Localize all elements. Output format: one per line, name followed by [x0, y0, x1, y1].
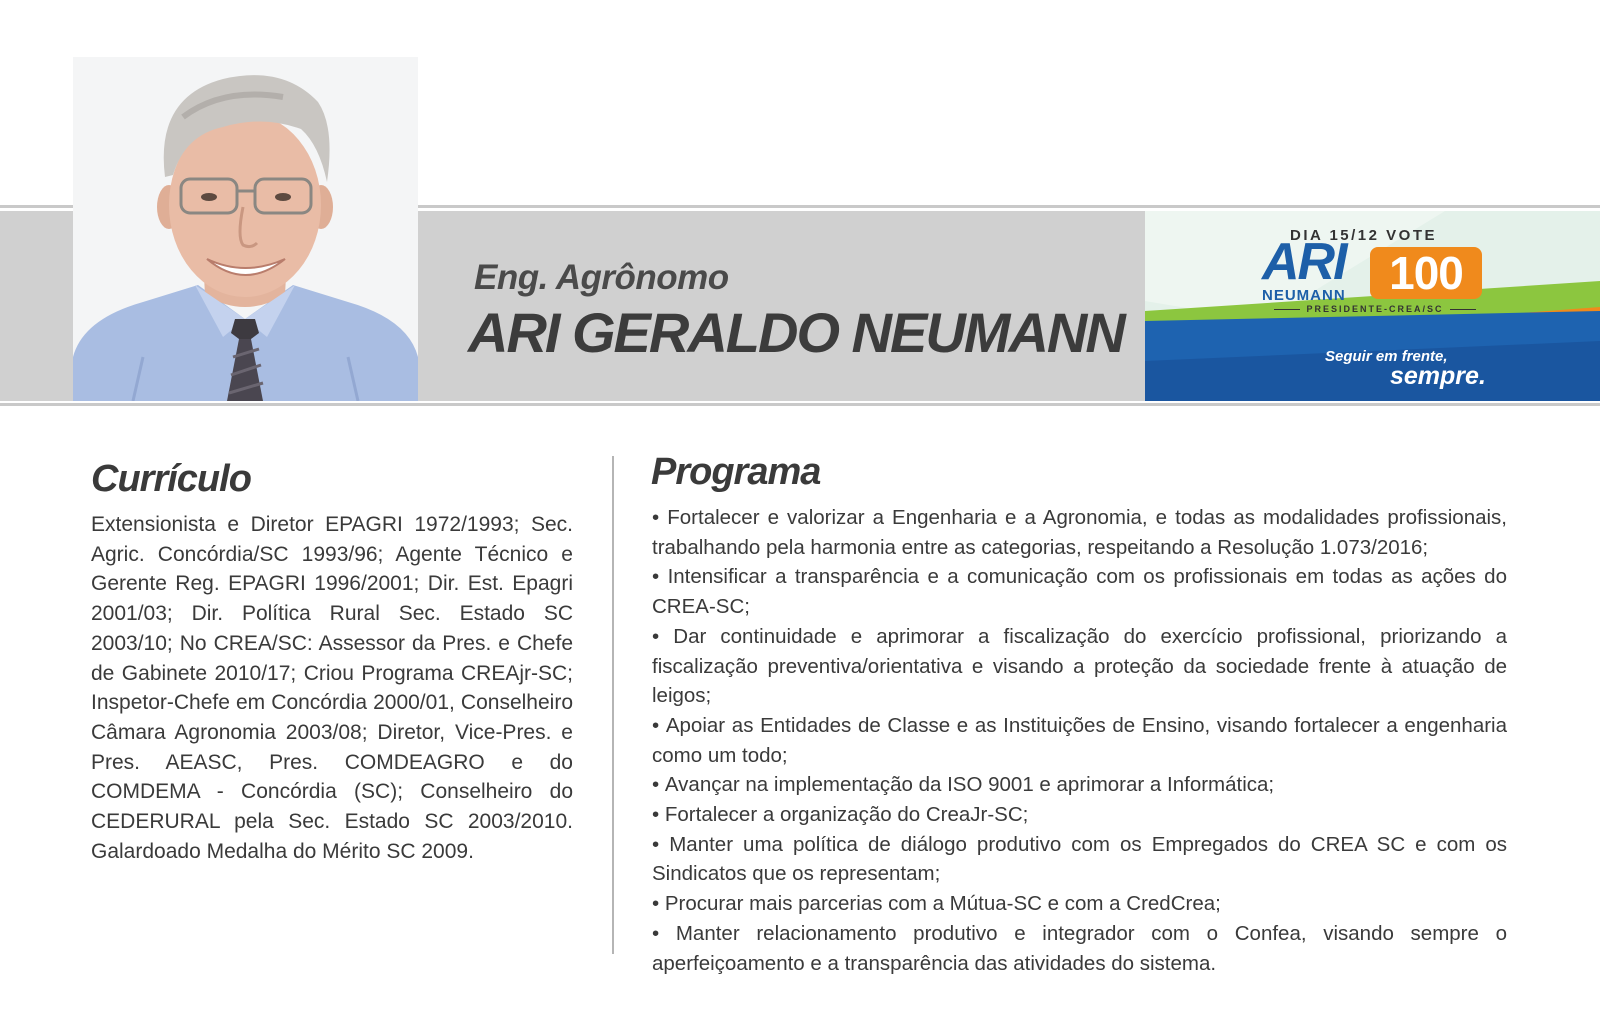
curriculo-text: Extensionista e Diretor EPAGRI 1972/1993; Sec. Agric. Concórdia/SC 1993/96; Agente Técnico e Gerente Reg. EPAGRI 1996/2001; Dir. Est. Epagri 2001/03; Dir. Política Rural Sec. Estado SC 2003/10; No CREA/SC: Assessor da Pres. e Chefe de Gabinete 2010/17; Criou Programa CREAjr-SC; Inspetor-Chefe em Concórdia 2000/01, Conselheiro Câmara Agronomia 2003/08; Diretor, Vice-Pres. e Pres. AEASC, Pres. COMDEAGRO e do COMDEMA - Concórdia (SC); Conselheiro do CEDERURAL pela Sec. Estado SC 2003/2010. Galardoado Medalha do Mérito SC 2009.: [91, 513, 573, 863]
programa-item: • Fortalecer a organização do CreaJr-SC;: [652, 800, 1507, 830]
programa-item: • Fortalecer e valorizar a Engenharia e a Agronomia, e todas as modalidades profissionais, trabalhando pela harmonia entre as categorias, respeitando a Resolução 1.073/2016;: [652, 503, 1507, 562]
slogan-line-1: Seguir em frente,: [1325, 348, 1448, 365]
column-divider: [612, 456, 614, 954]
vote-date: DIA 15/12 VOTE: [1290, 227, 1437, 244]
header-band-bottom-line: [0, 403, 1600, 406]
candidate-role: PRESIDENTE-CREA/SC: [1265, 304, 1485, 314]
candidate-photo: [73, 57, 418, 401]
programa-list: [652, 503, 1507, 978]
programa-item: • Procurar mais parcerias com a Mútua-SC e com a CredCrea;: [652, 889, 1507, 919]
curriculo-heading: Currículo: [91, 458, 251, 500]
programa-item: • Dar continuidade e aprimorar a fiscalização do exercício profissional, priorizando a fiscalização preventiva/orientativa e visando a proteção da sociedade frente à atuação de leigos;: [652, 622, 1507, 711]
programa-item: • Avançar na implementação da ISO 9001 e aprimorar a Informática;: [652, 770, 1507, 800]
programa-heading: Programa: [651, 451, 821, 493]
candidate-name: ARI GERALDO NEUMANN: [468, 301, 1124, 364]
programa-item: • Manter uma política de diálogo produtivo com os Empregados do CREA SC e com os Sindicatos que os representam;: [652, 830, 1507, 889]
candidate-profession: Eng. Agrônomo: [474, 258, 729, 297]
programa-item: • Manter relacionamento produtivo e integrador com o Confea, visando sempre o aperfeiçoamento e a transparência das atividades do sistema.: [652, 919, 1507, 978]
slogan-line-2: sempre.: [1390, 362, 1486, 390]
campaign-banner: [1145, 211, 1600, 401]
logo-first-name: ARI: [1262, 233, 1346, 291]
logo-last-name: NEUMANN: [1262, 287, 1346, 304]
candidate-number-badge: 100: [1370, 247, 1482, 299]
programa-item: • Intensificar a transparência e a comunicação com os profissionais em todas as ações do CREA-SC;: [652, 562, 1507, 621]
programa-item: • Apoiar as Entidades de Classe e as Instituições de Ensino, visando fortalecer a engenharia como um todo;: [652, 711, 1507, 770]
